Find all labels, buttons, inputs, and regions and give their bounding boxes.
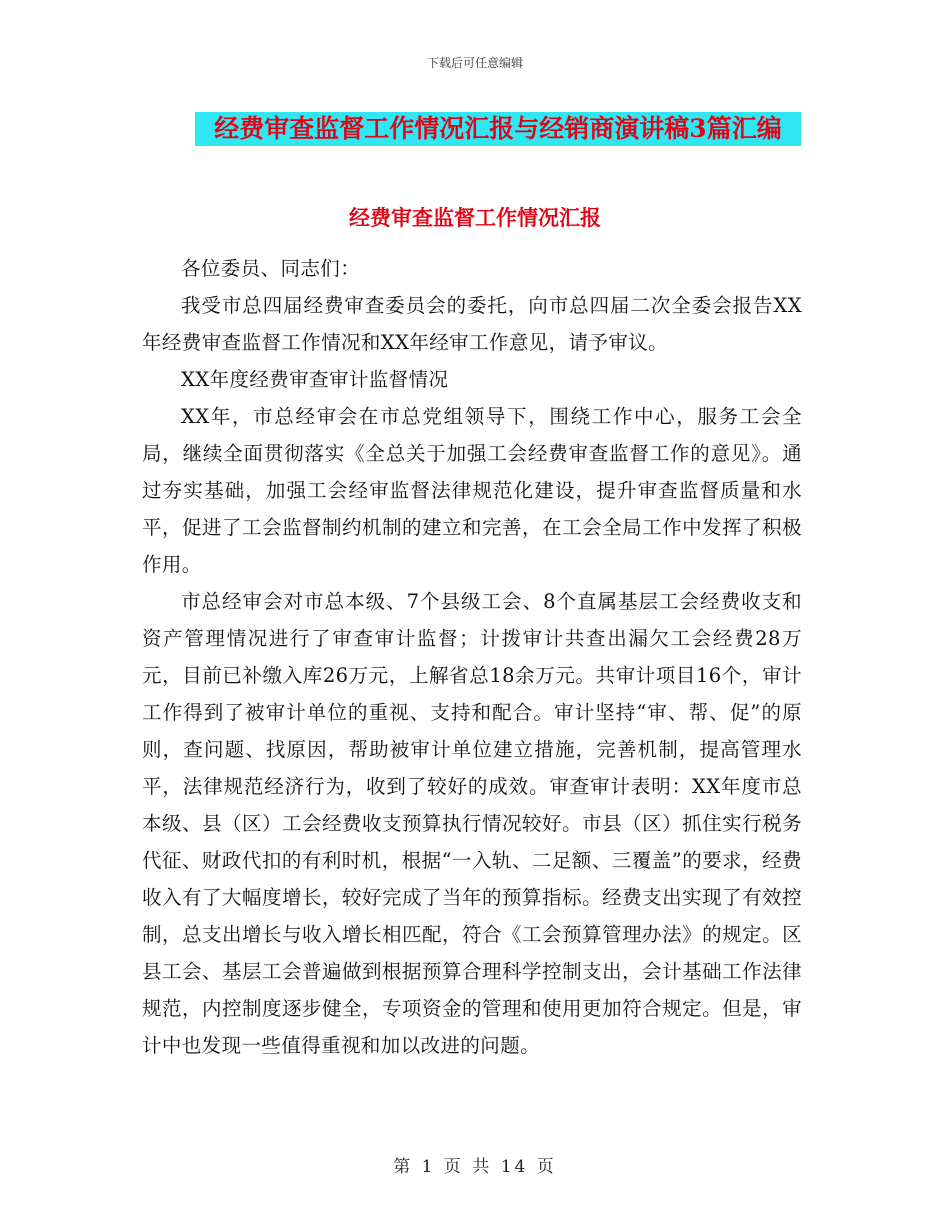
salutation-paragraph: 各位委员、同志们：	[181, 257, 361, 280]
body-paragraph: 我受市总四届经费审查委员会的委托，向市总四届二次全委会报告XX年经费审查监督工作情况和XX年经审工作意见，请予审议。	[142, 294, 802, 354]
body-paragraph: 市总经审会对市总本级、7个县级工会、8个直属基层工会经费收支和资产管理情况进行了审查审计监督；计拨审计共查出漏欠工会经费28万元，目前已补缴入库26万元，上解省总18余万元。共审计项目16个，审计工作得到了被审计单位的重视、支持和配合。审计坚持“审、帮、促”的原则，查问题、找原因，帮助被审计单位建立措施，完善机制，提高管理水平，法律规范经济行为，收到了较好的成效。审查审计表明：XX年度市总本级、县（区）工会经费收支预算执行情况较好。市县（区）抓住实行税务代征、财政代扣的有利时机，根据“一入轨、二足额、三覆盖”的要求，经费收入有了大幅度增长，较好完成了当年的预算指标。经费支出实现了有效控制，总支出增长与收入增长相匹配，符合《工会预算管理办法》的规定。区县工会、基层工会普遍做到根据预算合理科学控制支出，会计基础工作法律规范，内控制度逐步健全，专项资金的管理和使用更加符合规定。但是，审计中也发现一些值得重视和加以改进的问题。	[142, 590, 802, 1057]
document-title-highlight	[195, 112, 801, 146]
page-footer: 第 1 页 共 14 页	[393, 1157, 557, 1177]
body-paragraph: XX年，市总经审会在市总党组领导下，围绕工作中心，服务工会全局，继续全面贯彻落实《全总关于加强工会经费审查监督工作的意见》。通过夯实基础，加强工会经审监督法律规范化建设，提升审查监督质量和水平，促进了工会监督制约机制的建立和完善，在工会全局工作中发挥了积极作用。	[142, 405, 802, 576]
section-title: 经费审查监督工作情况汇报	[349, 205, 601, 230]
header-note: 下载后可任意编辑	[426, 56, 523, 70]
document-title: 经费审查监督工作情况汇报与经销商演讲稿3篇汇编	[214, 114, 782, 143]
subheading-paragraph: XX年度经费审查审计监督情况	[181, 368, 449, 391]
document-body	[142, 250, 802, 1064]
